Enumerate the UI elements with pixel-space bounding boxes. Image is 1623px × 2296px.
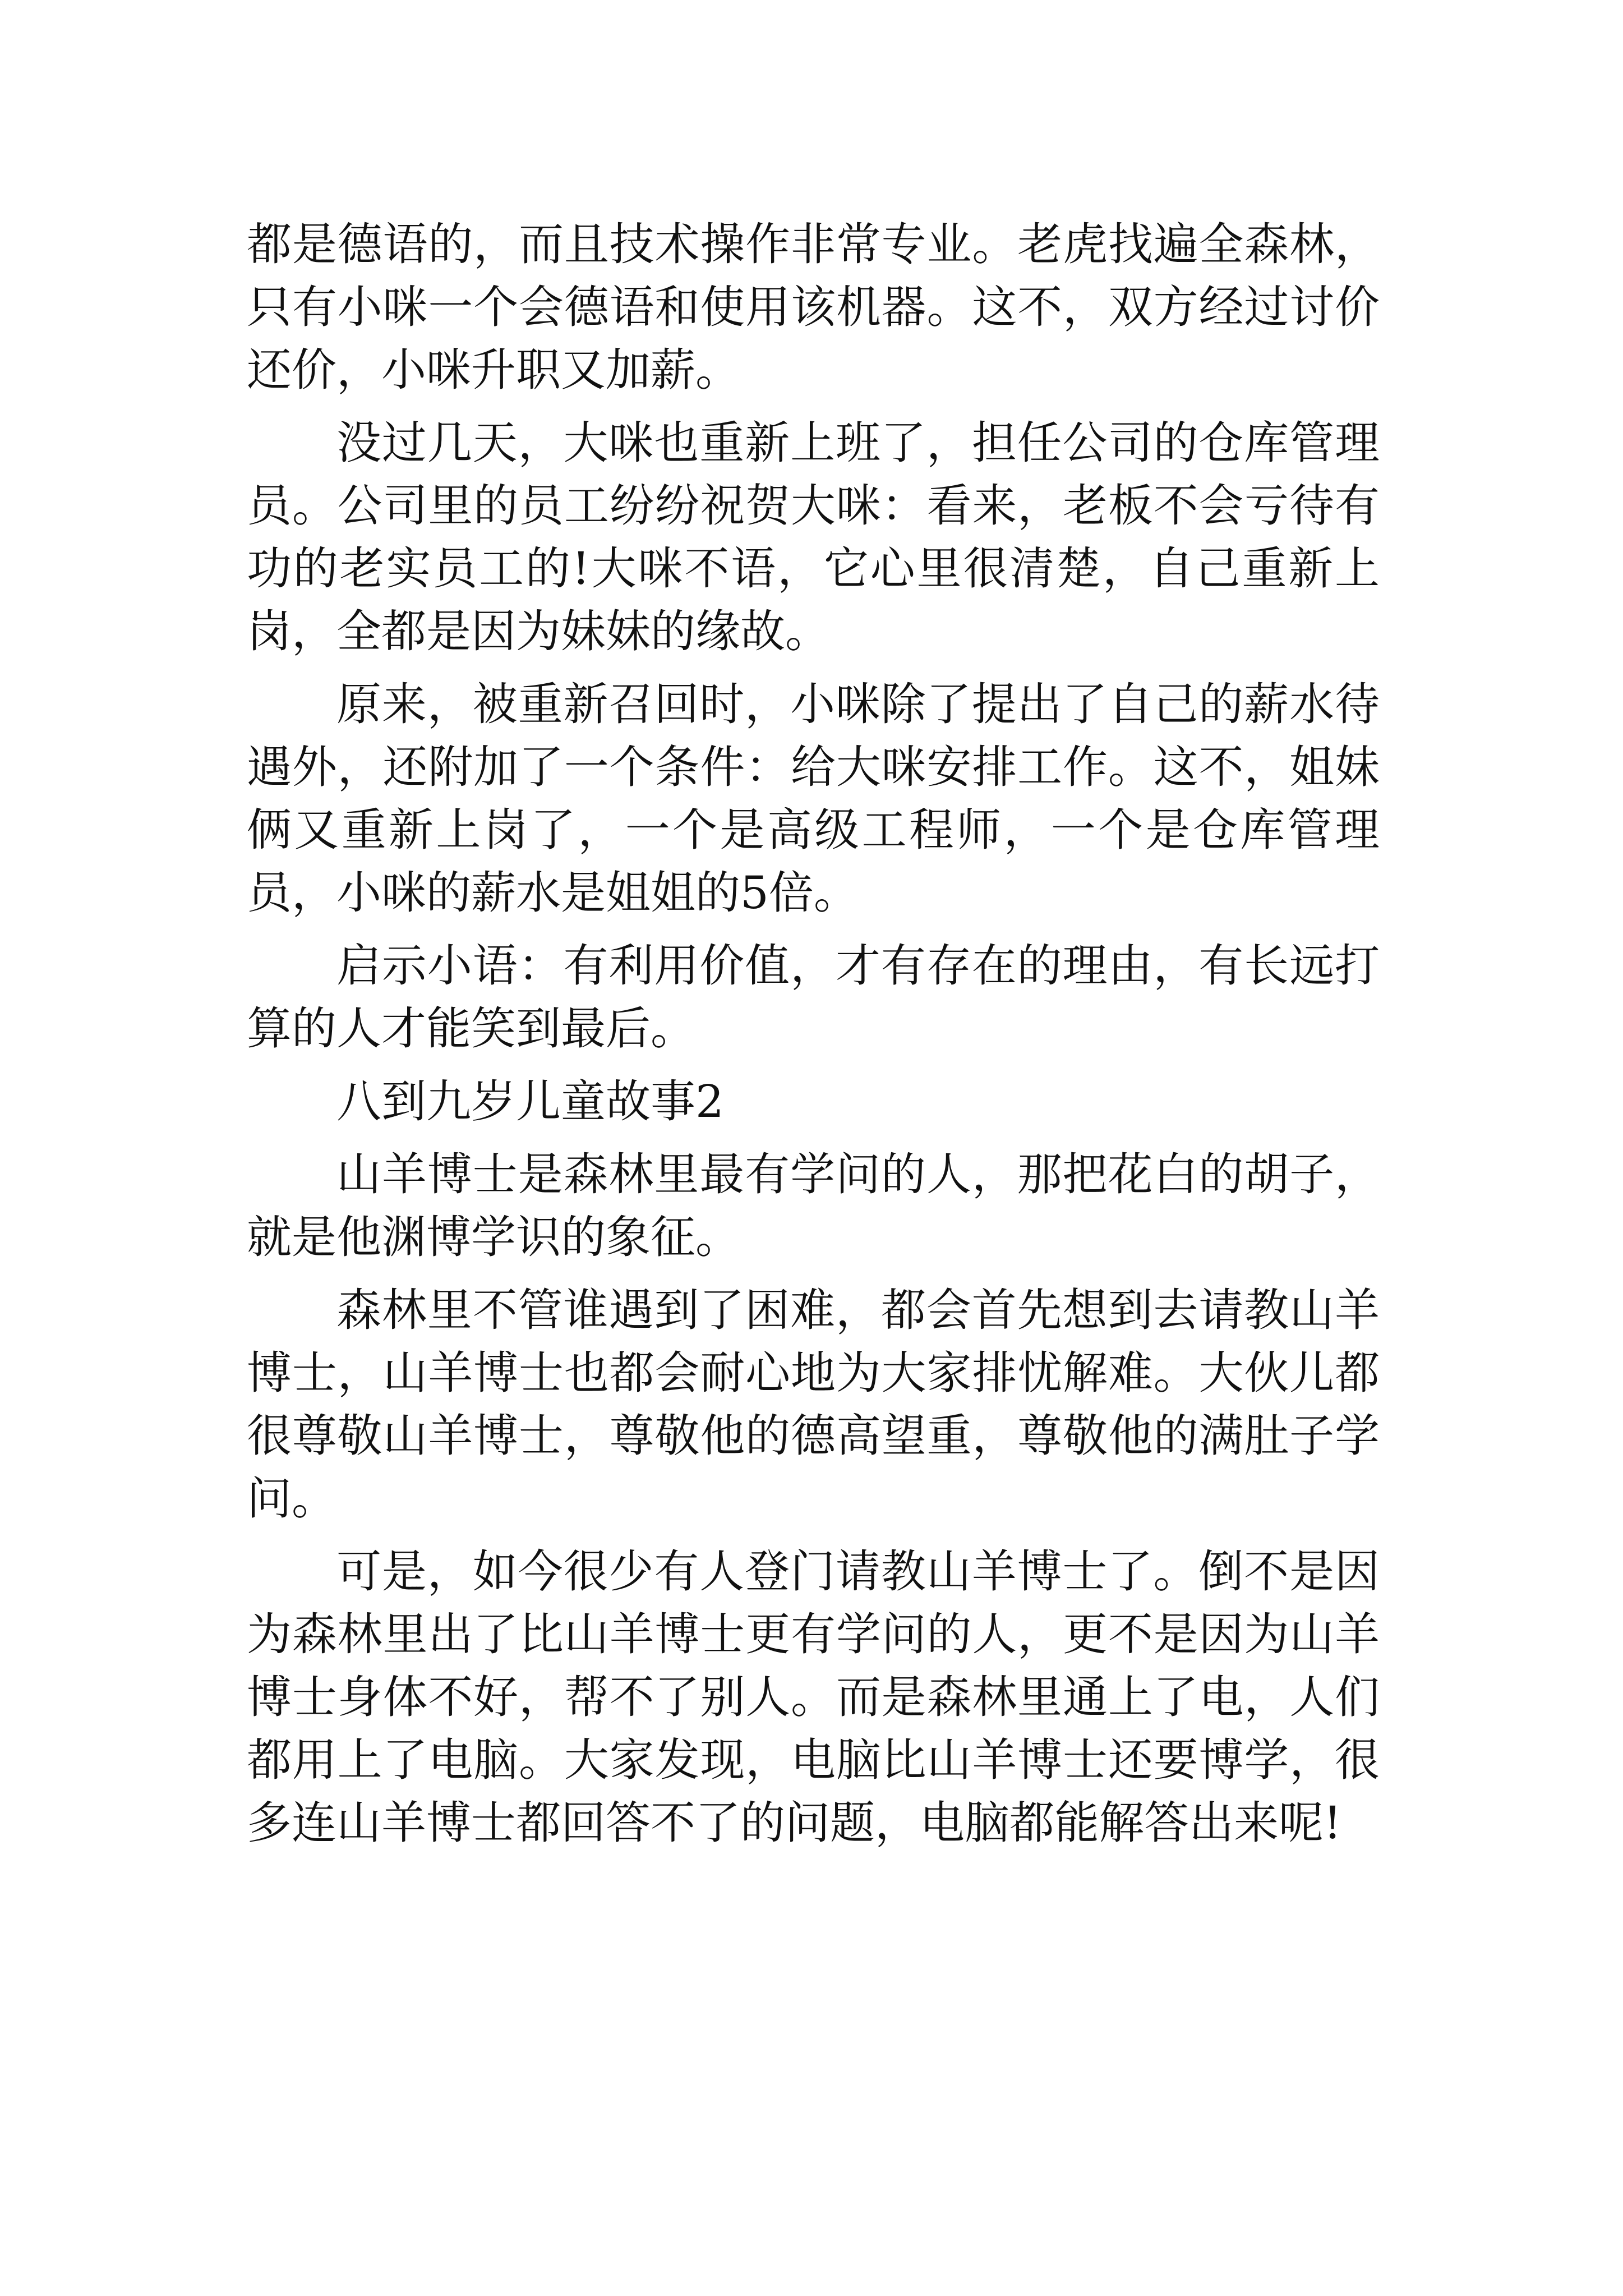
paragraph-continued: 都是德语的，而且技术操作非常专业。老虎找遍全森林，只有小咪一个会德语和使用该机器。这不，双方经过讨价还价，小咪升职又加薪。 — [247, 218, 1380, 396]
paragraph: 可是，如今很少有人登门请教山羊博士了。倒不是因为森林里出了比山羊博士更有学问的人，更不是因为山羊博士身体不好，帮不了别人。而是森林里通上了电，人们都用上了电脑。大家发现，电脑比山羊博士还要博学，很多连山羊博士都回答不了的问题，电脑都能解答出来呢! — [247, 1545, 1380, 1849]
document-body — [247, 213, 1380, 1865]
paragraph: 原来，被重新召回时，小咪除了提出了自己的薪水待遇外，还附加了一个条件：给大咪安排工作。这不，姐妹俩又重新上岗了，一个是高级工程师，一个是仓库管理员，小咪的薪水是姐姐的5倍。 — [247, 678, 1380, 919]
story-heading: 八到九岁儿童故事2 — [336, 1075, 724, 1128]
paragraph: 森林里不管谁遇到了困难，都会首先想到去请教山羊博士，山羊博士也都会耐心地为大家排忧解难。大伙儿都很尊敬山羊博士，尊敬他的德高望重，尊敬他的满肚子学问。 — [247, 1284, 1380, 1525]
paragraph: 没过几天，大咪也重新上班了，担任公司的仓库管理员。公司里的员工纷纷祝贺大咪：看来，老板不会亏待有功的老实员工的!大咪不语，它心里很清楚，自己重新上岗，全都是因为妹妹的缘故。 — [247, 417, 1380, 657]
moral-paragraph: 启示小语：有利用价值，才有存在的理由，有长远打算的人才能笑到最后。 — [247, 940, 1380, 1055]
paragraph: 山羊博士是森林里最有学问的人，那把花白的胡子，就是他渊博学识的象征。 — [247, 1148, 1380, 1263]
